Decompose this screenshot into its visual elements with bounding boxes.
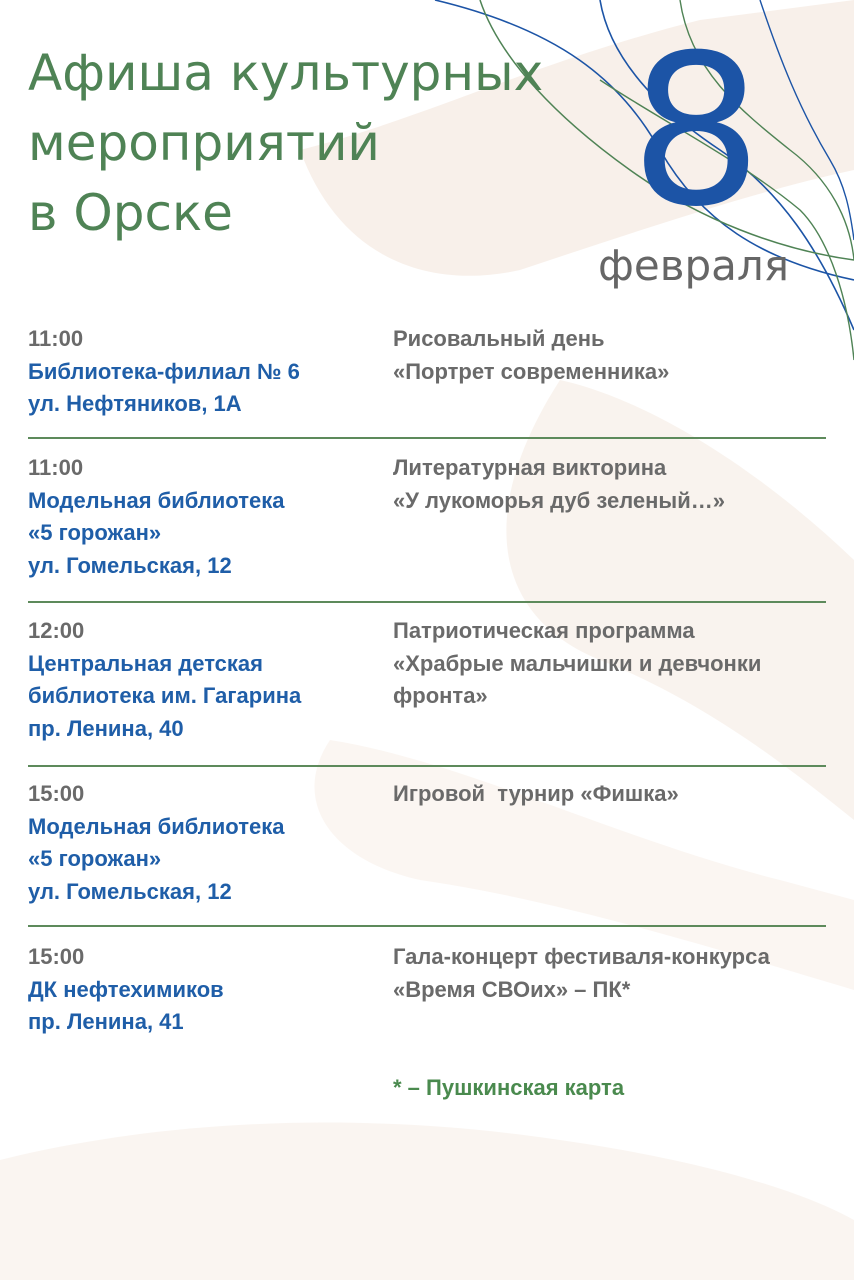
event-title-line: «Время СВОих» – ПК* [393, 976, 631, 1002]
date-day-number: 8 [630, 11, 763, 253]
event-title-line: Гала-концерт фестиваля-конкурса [393, 944, 770, 969]
venue-name: «5 горожан» [28, 846, 162, 871]
venue-name: Модельная библиотека [28, 813, 285, 839]
event-time: 12:00 [28, 618, 85, 643]
row-divider [28, 601, 826, 603]
event-description [393, 941, 833, 1006]
row-divider [28, 765, 826, 767]
venue-address: пр. Ленина, 41 [28, 1009, 184, 1034]
title-line: Афиша культурных [28, 44, 544, 102]
venue-address: ул. Нефтяников, 1А [28, 391, 242, 416]
event-title-line: Литературная викторина [393, 455, 667, 480]
event-time: 11:00 [28, 326, 84, 351]
event-description [393, 615, 833, 713]
brush-stroke-right [506, 380, 854, 820]
date-month: февраля [598, 241, 790, 290]
event-description [393, 323, 833, 388]
venue-name: Библиотека-филиал № 6 [28, 358, 300, 384]
row-divider [28, 437, 826, 439]
event-location [28, 452, 388, 582]
event-title-line: «У лукоморья дуб зеленый…» [393, 487, 725, 513]
event-description [393, 452, 833, 517]
page-title [28, 38, 628, 248]
event-location [28, 778, 388, 908]
event-location [28, 323, 388, 421]
event-location [28, 615, 388, 745]
event-time: 11:00 [28, 455, 84, 480]
event-title-line: Игровой турнир «Фишка» [393, 781, 679, 806]
event-time: 15:00 [28, 781, 85, 806]
event-location [28, 941, 388, 1039]
event-title-line: фронта» [393, 683, 488, 708]
venue-address: ул. Гомельская, 12 [28, 878, 232, 904]
venue-name: библиотека им. Гагарина [28, 683, 302, 708]
event-title-line: «Храбрые мальчишки и девчонки [393, 650, 762, 676]
row-divider [28, 925, 826, 927]
venue-name: Центральная детская [28, 650, 263, 676]
event-title-line: Рисовальный день [393, 326, 605, 351]
pushkin-card-footnote: * – Пушкинская карта [393, 1075, 625, 1100]
venue-name: «5 горожан» [28, 520, 162, 545]
event-time: 15:00 [28, 944, 85, 969]
title-line: мероприятий [28, 114, 380, 172]
event-description [393, 778, 833, 811]
event-title-line: «Портрет современника» [393, 358, 670, 384]
title-line: в Орске [28, 184, 233, 242]
brush-stroke-bottom [0, 1123, 854, 1280]
venue-address: пр. Ленина, 40 [28, 715, 184, 741]
venue-address: ул. Гомельская, 12 [28, 552, 232, 578]
event-title-line: Патриотическая программа [393, 618, 695, 643]
venue-name: ДК нефтехимиков [28, 976, 224, 1002]
venue-name: Модельная библиотека [28, 487, 285, 513]
